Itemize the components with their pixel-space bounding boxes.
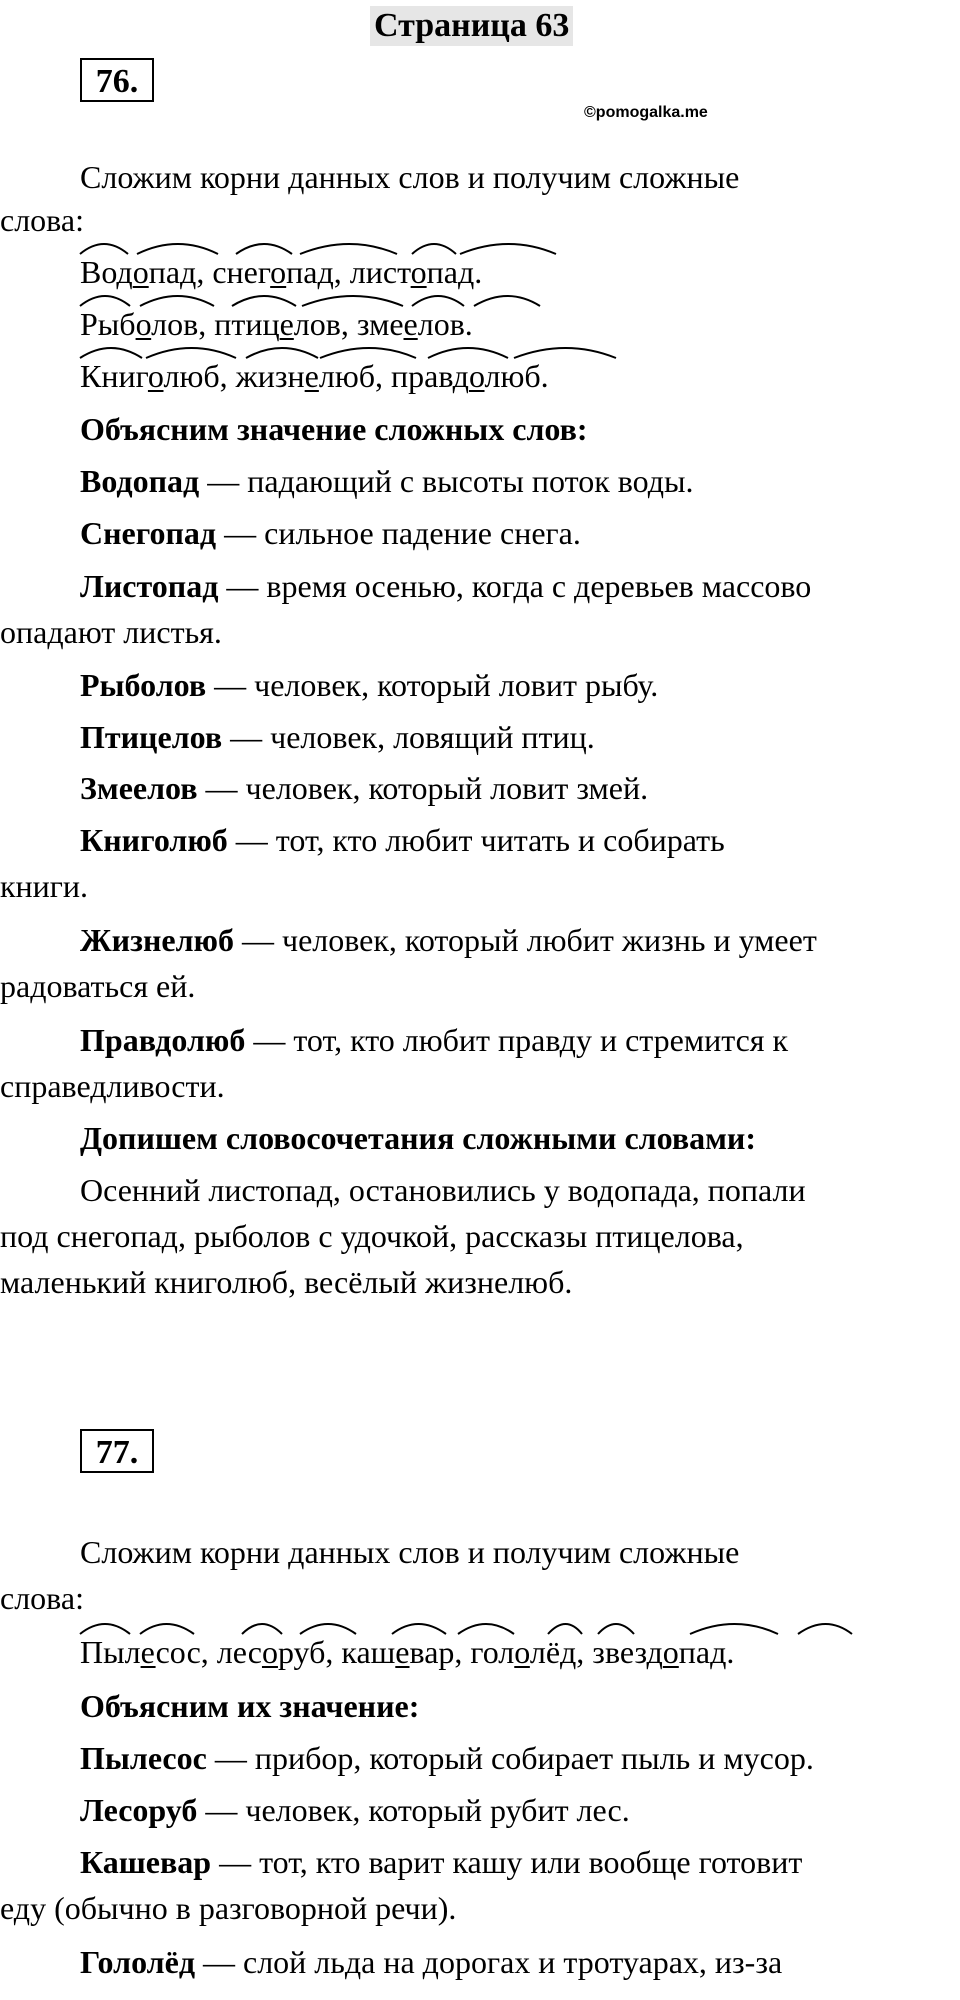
ex76-intro-line-2: слова: <box>0 202 84 238</box>
phrases-line-3: маленький книголюб, весёлый жизнелюб. <box>0 1264 573 1300</box>
connecting-vowel: о <box>147 358 164 394</box>
word-root-part: Пыл <box>80 1634 141 1670</box>
definition-term: Правдолюб <box>80 1022 246 1058</box>
definition-term: Гололёд <box>80 1944 195 1980</box>
word-root-part: лов, <box>151 306 215 342</box>
definition-term: Жизнелюб <box>80 922 234 958</box>
definition-text: — падающий с высоты поток воды. <box>199 463 694 499</box>
page-title: Страница 63 <box>370 6 573 46</box>
definition-term: Листопад <box>80 568 219 604</box>
word-root-part: звезд <box>592 1634 663 1670</box>
ex76-heading-meanings: Объясним значение сложных слов: <box>80 411 588 447</box>
word-root-part: лов. <box>417 306 473 342</box>
definition-text: — тот, кто любит читать и собирать <box>227 822 725 858</box>
word-root-part: Рыб <box>80 306 136 342</box>
definition-pylesos <box>80 1738 814 1778</box>
ex76-intro-line-1: Сложим корни данных слов и получим сложные <box>80 159 740 195</box>
word-root-part: лов, <box>293 306 357 342</box>
compound-words-ex77 <box>80 1632 734 1672</box>
word-root-part: зме <box>356 306 404 342</box>
word-root-part: каш <box>341 1634 396 1670</box>
definition-term: Снегопад <box>80 515 217 551</box>
definition-text: — человек, который ловит рыбу. <box>206 667 659 703</box>
definition-text: — человек, который рубит лес. <box>197 1792 630 1828</box>
definition-kashevar-cont: еду (обычно в разговорной речи). <box>0 1890 457 1926</box>
connecting-vowel: о <box>261 1634 278 1670</box>
word-root-part: вар, <box>409 1634 471 1670</box>
word-root-part: люб, <box>318 358 392 394</box>
definition-knigolyub <box>80 820 725 860</box>
definition-pravdolyub-cont: справедливости. <box>0 1068 225 1104</box>
definition-snegopad <box>80 513 581 553</box>
definition-text: — человек, который ловит змей. <box>197 770 649 806</box>
ex77-intro-line-1: Сложим корни данных слов и получим сложные <box>80 1534 740 1570</box>
definition-term: Книголюб <box>80 822 228 858</box>
word-root-part: Книг <box>80 358 148 394</box>
connecting-vowel: е <box>403 306 418 342</box>
ex77-heading-meanings: Объясним их значение: <box>80 1688 420 1724</box>
exercise-number-76: 76. <box>80 58 154 102</box>
word-root-part: пад, <box>148 254 213 290</box>
ex76-heading-phrases: Допишем словосочетания сложными словами: <box>80 1120 756 1156</box>
connecting-vowel: е <box>279 306 294 342</box>
word-root-part: птиц <box>214 306 280 342</box>
definition-knigolyub-cont: книги. <box>0 868 89 904</box>
ex77-intro-line-2: слова: <box>0 1580 84 1616</box>
definition-term: Змеелов <box>80 770 198 806</box>
exercise-number-77: 77. <box>80 1429 154 1473</box>
word-root-part: пад. <box>426 254 483 290</box>
definition-term: Птицелов <box>80 719 223 755</box>
definition-term: Пылесос <box>80 1740 207 1776</box>
word-root-part: люб, <box>163 358 236 394</box>
definition-zhiznelyub <box>80 920 817 960</box>
definition-gololyod <box>80 1942 782 1982</box>
definition-lesorub <box>80 1790 630 1830</box>
word-root-part: сос, <box>155 1634 217 1670</box>
definition-text: — тот, кто любит правду и стремится к <box>245 1022 789 1058</box>
compound-words-row-3 <box>80 356 549 396</box>
connecting-vowel: о <box>135 306 152 342</box>
word-root-part: лёд, <box>529 1634 593 1670</box>
definition-term: Рыболов <box>80 667 207 703</box>
word-root-part: снег <box>212 254 271 290</box>
connecting-vowel: о <box>132 254 149 290</box>
connecting-vowel: о <box>662 1634 679 1670</box>
definition-text: — время осенью, когда с деревьев массово <box>218 568 812 604</box>
word-root-part: гол <box>470 1634 515 1670</box>
definition-listopad <box>80 566 811 606</box>
definition-pravdolyub <box>80 1020 788 1060</box>
definition-zhiznelyub-cont: радоваться ей. <box>0 968 196 1004</box>
connecting-vowel: о <box>514 1634 530 1670</box>
connecting-vowel: е <box>304 358 319 394</box>
word-root-part: лист <box>349 254 411 290</box>
connecting-vowel: е <box>395 1634 410 1670</box>
connecting-vowel: е <box>140 1634 156 1670</box>
word-root-part: правд <box>391 358 469 394</box>
definition-rybolov <box>80 665 658 705</box>
connecting-vowel: о <box>270 254 287 290</box>
connecting-vowel: о <box>468 358 485 394</box>
word-root-part: руб, <box>277 1634 342 1670</box>
watermark: ©pomogalka.me <box>584 104 708 121</box>
word-root-part: Вод <box>80 254 133 290</box>
definition-term: Лесоруб <box>80 1792 198 1828</box>
definition-vodopad <box>80 461 693 501</box>
definition-kashevar <box>80 1842 802 1882</box>
word-root-part: жизн <box>235 358 305 394</box>
definition-text: — человек, который любит жизнь и умеет <box>233 922 817 958</box>
word-root-part: лес <box>216 1634 262 1670</box>
definition-text: — человек, ловящий птиц. <box>222 719 595 755</box>
definition-text: — слой льда на дорогах и тротуарах, из-за <box>195 1944 783 1980</box>
word-root-part: пад, <box>286 254 350 290</box>
phrases-line-2: под снегопад, рыболов с удочкой, рассказы птицелова, <box>0 1218 744 1254</box>
connecting-vowel: о <box>410 254 427 290</box>
phrases-line-1: Осенний листопад, остановились у водопада, попали <box>80 1172 806 1208</box>
word-root-part: люб. <box>484 358 549 394</box>
definition-term: Водопад <box>80 463 200 499</box>
definition-zmeelov <box>80 768 648 808</box>
definition-ptitselov <box>80 717 595 757</box>
definition-term: Кашевар <box>80 1844 212 1880</box>
word-root-part: пад. <box>678 1634 735 1670</box>
definition-text: — тот, кто варит кашу или вообще готовит <box>211 1844 803 1880</box>
definition-text: — прибор, который собирает пыль и мусор. <box>206 1740 814 1776</box>
definition-text: — сильное падение снега. <box>216 515 581 551</box>
definition-listopad-cont: опадают листья. <box>0 614 222 650</box>
